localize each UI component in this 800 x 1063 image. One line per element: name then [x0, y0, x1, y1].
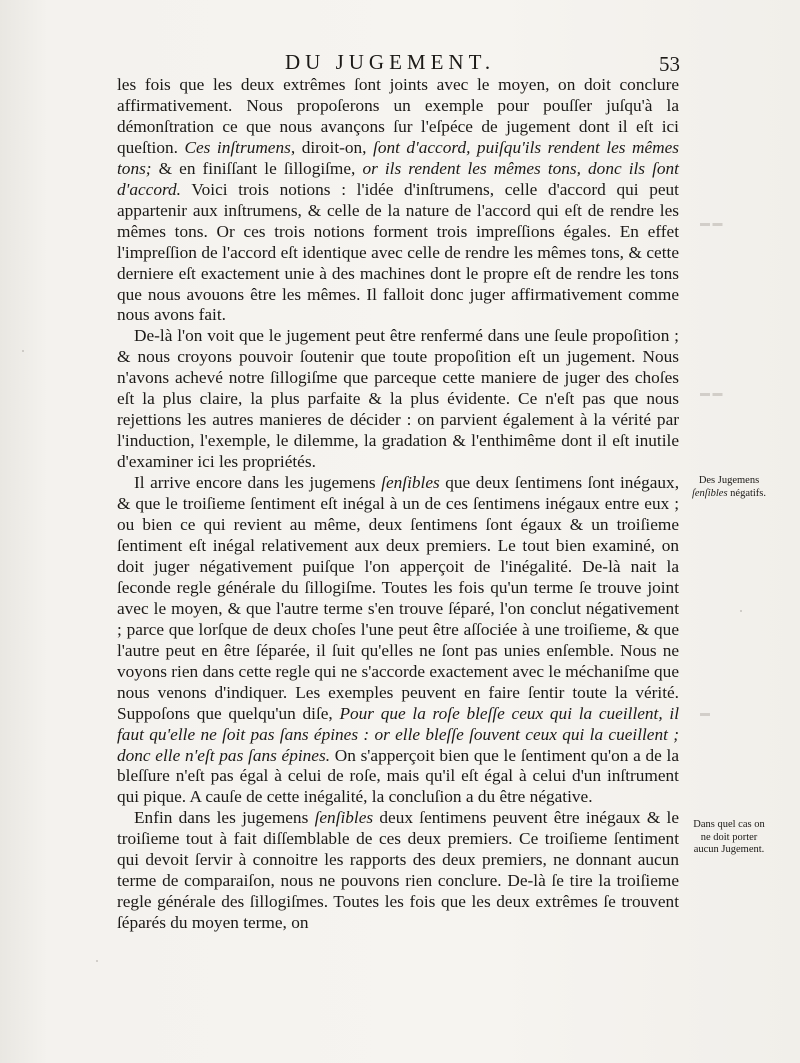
margin-note	[688, 475, 770, 500]
margin-note	[688, 819, 770, 857]
italic-text: ſont d'accord, puiſqu'ils rendent les mêmes tons;	[117, 137, 680, 178]
text-run: , diroit-on,	[290, 137, 374, 157]
text-run: & en finiſſant le ſillogiſme,	[151, 158, 363, 178]
text-run: deux ſentimens peuvent être inégaux & le troiſieme tout à fait diſſemblable de ces deux premiers. Ce troiſieme ſentiment qui devoit ſervir à connoitre les rapports des deux premiers, ne donnant aucun terme de comparaiſon, nous ne pouvons rien conclure. De-là ſe tire la troiſieme regle générale des ſillogiſmes. Toutes les fois que les deux extrêmes ſe trouvent ſéparés du moyen terme, on	[117, 808, 680, 933]
text-run: que deux ſentimens ſont inégaux, & que le troiſieme ſentiment eſt inégal à un de ces ſentimens inégaux entre eux ; ou bien ce qui revient au même, deux ſentimens ſont égaux & un troiſieme ſentiment eſt inégal relativement aux deux premiers. Le tout bien examiné, on doit juger négativement puiſque l'on apperçoit de l'inégalité. De-là nait la ſeconde regle générale du ſillogiſme. Toutes les fois qu'un terme ſe trouve joint avec le moyen, & que l'autre terme s'en trouve ſéparé, l'on conclut négativement ; parce que lorſque de deux choſes l'une peut être aſſociée à une troiſieme, & que l'autre peut en être ſéparée, il ſuit qu'elles ne ſont pas unies enſemble. Nous ne voyons rien dans cette regle qui ne s'accorde exactement avec le méchaniſme que nous venons d'indiquer. Les exemples peuvent en faire ſentir toute la vérité. Suppoſons que quelqu'un diſe,	[117, 473, 680, 723]
paragraph	[117, 326, 679, 473]
italic-text: Ces inſtrumens	[184, 137, 291, 157]
text-run: négatifs.	[727, 487, 767, 499]
paragraph	[117, 473, 679, 808]
body-text	[117, 75, 679, 934]
italic-text: ſenſibles	[691, 487, 728, 499]
paper-speck	[740, 610, 742, 612]
paragraph	[117, 808, 679, 934]
paper-speck	[96, 960, 98, 962]
text-run: Enfin dans les jugemens	[134, 808, 315, 828]
paper-speck	[22, 350, 24, 352]
italic-text: ſenſibles	[381, 473, 440, 493]
text-run: De-là l'on voit que le jugement peut être renfermé dans une ſeule propoſition ; & nous croyons pouvoir ſoutenir que toute propoſition eſt un jugement. Nous n'avons achevé notre ſillogiſme que parceque cette maniere de juger des choſes eſt la plus claire, la plus parfaite & la plus évidente. Ce n'eſt pas que nous rejettions les autres manieres de décider : on parvient également à la vérité par l'induction, l'exemple, le dilemme, la gradation & l'enthimême dont il eſt inutile d'examiner ici les propriétés.	[117, 326, 679, 472]
text-run: Des Jugemens	[698, 475, 760, 486]
italic-text: or ils rendent les mêmes tons, donc ils ſont d'accord.	[117, 158, 679, 199]
text-run: Il arrive encore dans les jugemens	[134, 473, 382, 493]
bleed-through-mark: ▬ ▬	[700, 218, 723, 229]
text-run: Voici trois notions : l'idée d'inſtrumens, celle d'accord qui peut appartenir aux inſtrumens, & celle de la nature de l'accord qui eſt de rendre les mêmes tons. Or ces trois notions forment trois impreſſions égales. En effet l'impreſſion de l'accord eſt identique avec celle de rendre les mêmes tons, & cette derniere eſt exactement unie à des machines dont le propre eſt de rendre les tons que nous avouons être les mêmes. Il falloit donc juger affirmativement comme nous avons fait.	[117, 179, 679, 325]
italic-text: Pour que la roſe bleſſe ceux qui la cueillent, il faut qu'elle ne ſoit pas ſans épines : or elle bleſſe ſouvent ceux qui la cueillent ; donc elle n'eſt pas ſans épines.	[117, 703, 679, 765]
text-run: les fois que les deux extrêmes ſont joints avec le moyen, on doit conclure affirmativement. Nous propoſerons un exemple pour pouſſer juſqu'à la démonſtration ce que nous avançons ſur l'eſpéce de jugement dont il eſt ici queſtion.	[117, 75, 679, 157]
text-run: Dans quel cas on ne doit porter aucun Jugement.	[693, 819, 765, 855]
italic-text: ſenſibles	[314, 808, 374, 828]
bleed-through-mark: ▬ ▬	[700, 388, 723, 399]
page-number: 53	[659, 52, 680, 76]
text-run: On s'apperçoit bien que le ſentiment qu'on a de la bleſſure n'eſt pas égal à celui de roſe, mais qu'il eſt égal à celui d'un inſtrument qui pique. A cauſe de cette inégalité, la concluſion a du être négative.	[117, 745, 679, 807]
running-head: DU JUGEMENT.	[285, 50, 496, 74]
bleed-through-mark: ▬	[700, 708, 710, 719]
paragraph	[117, 75, 679, 326]
